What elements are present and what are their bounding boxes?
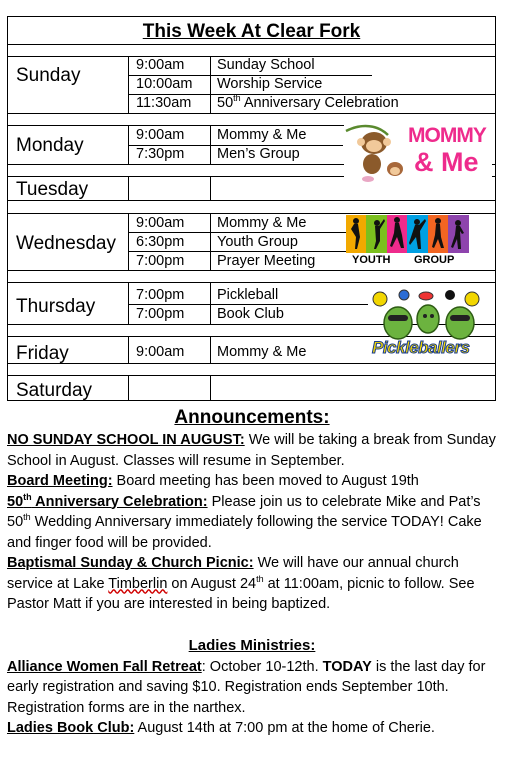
event-name: Men’s Group bbox=[217, 146, 300, 162]
column-divider bbox=[210, 176, 211, 200]
event-name: Youth Group bbox=[217, 234, 298, 250]
mommy-logo-text: MOMMY bbox=[408, 124, 486, 147]
event-time: 10:00am bbox=[136, 76, 193, 92]
event-name: Mommy & Me bbox=[217, 215, 307, 231]
column-divider bbox=[128, 56, 129, 113]
day-label-sunday: Sunday bbox=[16, 65, 81, 86]
announcement-item: Baptismal Sunday & Church Picnic: We will have our annual church service at Lake Timberlin on August 24th at 11:00am, picnic to follow. See Pastor Matt if you are interested in being baptized. bbox=[7, 555, 475, 612]
ladies-item: Ladies Book Club: August 14th at 7:00 pm at the home of Cherie. bbox=[7, 720, 435, 736]
event-time: 7:00pm bbox=[136, 287, 185, 303]
event-name: Mommy & Me bbox=[217, 344, 307, 360]
event-time: 9:00am bbox=[136, 57, 185, 73]
youth-group-logo bbox=[346, 215, 469, 266]
event-name: Sunday School bbox=[217, 57, 315, 73]
announcement-item: 50th Anniversary Celebration: Please join us to celebrate Mike and Pat’s 50th Wedding Anniversary immediately following the service TODAY! Cake and finger food will be provided. bbox=[7, 491, 482, 551]
announcements-heading: Announcements: bbox=[174, 407, 330, 428]
day-label-saturday: Saturday bbox=[16, 380, 93, 401]
column-divider bbox=[210, 125, 211, 164]
column-divider bbox=[128, 213, 129, 270]
row-divider bbox=[8, 363, 495, 364]
youth-silhouettes-icon bbox=[346, 215, 469, 253]
row-divider bbox=[8, 44, 495, 45]
row-divider bbox=[8, 125, 346, 126]
row-divider bbox=[8, 270, 495, 271]
event-time: 9:00am bbox=[136, 215, 185, 231]
column-divider bbox=[128, 125, 129, 164]
column-divider bbox=[128, 336, 129, 363]
youth-logo-text: YOUTH bbox=[352, 254, 391, 266]
schedule-title: This Week At Clear Fork bbox=[142, 21, 361, 42]
event-time: 7:30pm bbox=[136, 146, 185, 162]
weekly-schedule-table bbox=[7, 16, 496, 401]
row-divider bbox=[8, 200, 495, 201]
column-divider bbox=[128, 176, 129, 200]
event-time: 9:00am bbox=[136, 127, 185, 143]
pickleballers-logo-text: Pickleballers bbox=[372, 338, 470, 357]
event-time: 7:00pm bbox=[136, 306, 185, 322]
row-divider bbox=[8, 113, 495, 114]
column-divider bbox=[128, 282, 129, 324]
day-label-tuesday: Tuesday bbox=[16, 179, 89, 200]
announcement-item: NO SUNDAY SCHOOL IN AUGUST: We will be taking a break from Sunday School in August. Classes will resume in September. bbox=[7, 432, 496, 469]
event-name: Mommy & Me bbox=[217, 127, 307, 143]
event-time: 11:30am bbox=[136, 95, 192, 111]
mommy-logo-text-2: & Me bbox=[414, 147, 479, 177]
ladies-item: Alliance Women Fall Retreat: October 10-12th. TODAY is the last day for early registration and saving $10. Registration ends September 10th. Registration forms are in the narthex. bbox=[7, 658, 486, 716]
event-time: 7:00pm bbox=[136, 253, 185, 269]
event-name: Worship Service bbox=[217, 76, 323, 92]
column-divider bbox=[210, 213, 211, 270]
pickleballers-logo bbox=[368, 289, 490, 359]
event-time: 6:30pm bbox=[136, 234, 185, 250]
group-logo-text: GROUP bbox=[414, 254, 455, 266]
announcement-item: Board Meeting: Board meeting has been moved to August 19th bbox=[7, 473, 419, 489]
row-divider bbox=[8, 213, 495, 214]
day-label-friday: Friday bbox=[16, 343, 69, 364]
event-name: Pickleball bbox=[217, 287, 279, 303]
row-divider bbox=[128, 251, 348, 252]
column-divider bbox=[210, 56, 211, 113]
day-label-thursday: Thursday bbox=[16, 296, 96, 317]
ladies-ministries-heading: Ladies Ministries: bbox=[188, 636, 316, 654]
event-name: Prayer Meeting bbox=[217, 253, 316, 269]
announcements-section bbox=[7, 406, 497, 739]
event-name: Book Club bbox=[217, 306, 284, 322]
event-time: 9:00am bbox=[136, 344, 185, 360]
row-divider bbox=[8, 282, 495, 283]
row-divider bbox=[128, 232, 348, 233]
day-label-wednesday: Wednesday bbox=[16, 233, 116, 254]
column-divider bbox=[210, 282, 211, 324]
row-divider bbox=[8, 375, 495, 376]
event-name: 50th Anniversary Celebration bbox=[217, 93, 399, 111]
day-label-monday: Monday bbox=[16, 135, 84, 156]
column-divider bbox=[128, 375, 129, 400]
column-divider bbox=[210, 336, 211, 363]
row-divider bbox=[128, 304, 368, 305]
mommy-and-me-logo bbox=[344, 121, 492, 185]
column-divider bbox=[210, 375, 211, 400]
